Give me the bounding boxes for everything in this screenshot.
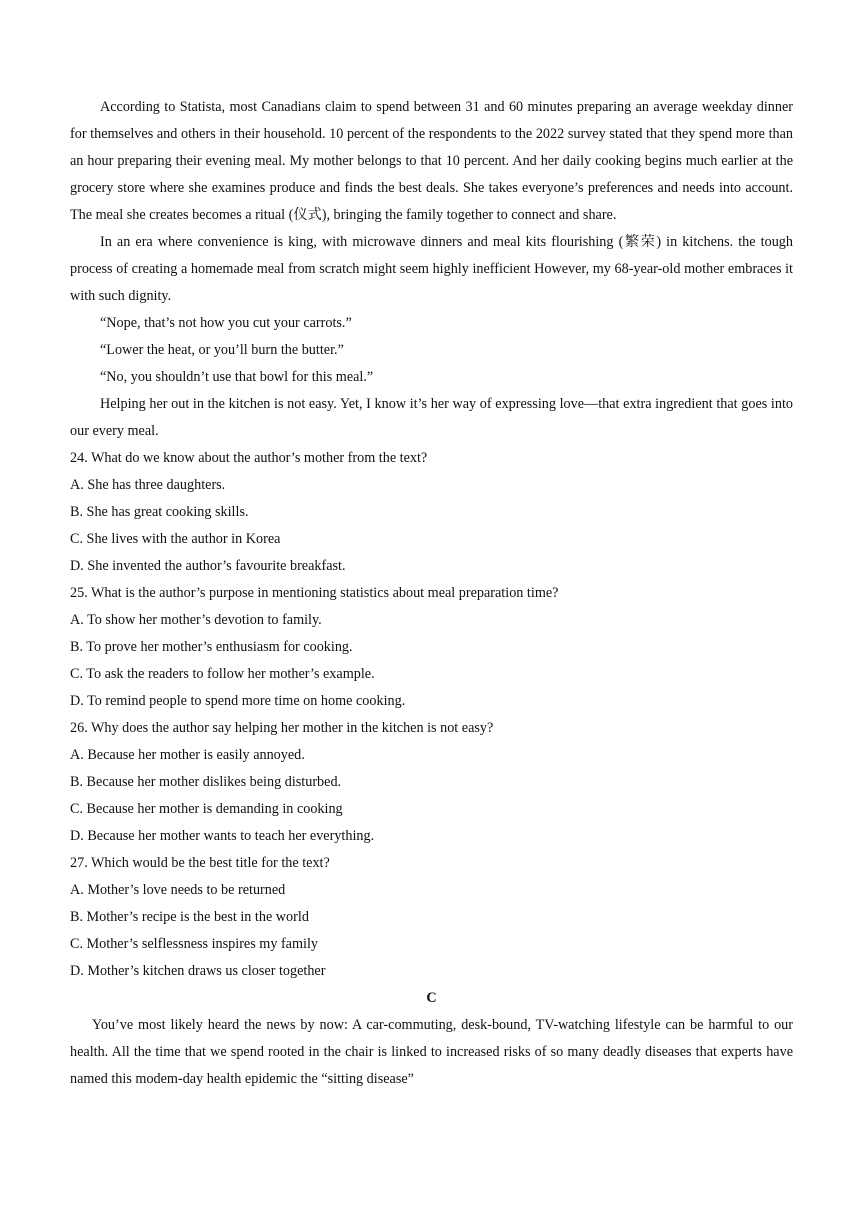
answer-option-b: B. Because her mother dislikes being disturbed. bbox=[70, 774, 342, 790]
question-27 bbox=[70, 850, 793, 985]
quote-line-3: “No, you shouldn’t use that bowl for this meal.” bbox=[100, 369, 374, 385]
answer-option-a: A. To show her mother’s devotion to family. bbox=[70, 612, 322, 628]
question-stem: 24. What do we know about the author’s mother from the text? bbox=[70, 450, 428, 466]
passage-paragraph-3: Helping her out in the kitchen is not easy. Yet, I know it’s her way of expressing love—that extra ingredient that goes into our every meal. bbox=[70, 396, 793, 439]
question-24 bbox=[70, 445, 793, 580]
question-stem: 25. What is the author’s purpose in mentioning statistics about meal preparation time? bbox=[70, 585, 559, 601]
answer-option-c: C. Because her mother is demanding in cooking bbox=[70, 801, 343, 817]
answer-option-a: A. Mother’s love needs to be returned bbox=[70, 882, 286, 898]
answer-option-a: A. She has three daughters. bbox=[70, 477, 226, 493]
question-stem: 27. Which would be the best title for the text? bbox=[70, 855, 330, 871]
answer-option-b: B. To prove her mother’s enthusiasm for cooking. bbox=[70, 639, 353, 655]
answer-option-b: B. She has great cooking skills. bbox=[70, 504, 249, 520]
answer-option-d: D. To remind people to spend more time on home cooking. bbox=[70, 693, 406, 709]
answer-option-c: C. Mother’s selflessness inspires my family bbox=[70, 936, 318, 952]
section-c-heading: C bbox=[426, 990, 437, 1006]
answer-option-d: D. Because her mother wants to teach her everything. bbox=[70, 828, 375, 844]
answer-option-c: C. She lives with the author in Korea bbox=[70, 531, 281, 547]
passage-paragraph-2: In an era where convenience is king, with microwave dinners and meal kits flourishing (繁荣) in kitchens. the tough process of creating a homemade meal from scratch might seem highly inefficient However, my 68-year-old mother embraces it with such dignity. bbox=[70, 234, 793, 304]
answer-option-b: B. Mother’s recipe is the best in the world bbox=[70, 909, 309, 925]
quote-line-2: “Lower the heat, or you’ll burn the butter.” bbox=[100, 342, 344, 358]
question-25 bbox=[70, 580, 793, 715]
answer-option-c: C. To ask the readers to follow her mother’s example. bbox=[70, 666, 375, 682]
answer-option-d: D. Mother’s kitchen draws us closer together bbox=[70, 963, 326, 979]
quote-line-1: “Nope, that’s not how you cut your carrots.” bbox=[100, 315, 352, 331]
question-stem: 26. Why does the author say helping her mother in the kitchen is not easy? bbox=[70, 720, 494, 736]
question-26 bbox=[70, 715, 793, 850]
passage-paragraph-1: According to Statista, most Canadians claim to spend between 31 and 60 minutes preparing an average weekday dinner for themselves and others in their household. 10 percent of the respondents to the 2022 survey stated that they spend more than an hour preparing their evening meal. My mother belongs to that 10 percent. And her daily cooking begins much earlier at the grocery store where she examines produce and finds the best deals. She takes everyone’s preferences and needs into account. The meal she creates becomes a ritual (仪式), bringing the family together to connect and share. bbox=[70, 99, 793, 223]
answer-option-d: D. She invented the author’s favourite breakfast. bbox=[70, 558, 346, 574]
section-c-paragraph-1: You’ve most likely heard the news by now: A car-commuting, desk-bound, TV-watching lifestyle can be harmful to our health. All the time that we spend rooted in the chair is linked to increased risks of so many deadly diseases that experts have named this modem-day health epidemic the “sitting disease” bbox=[70, 1017, 793, 1087]
answer-option-a: A. Because her mother is easily annoyed. bbox=[70, 747, 305, 763]
